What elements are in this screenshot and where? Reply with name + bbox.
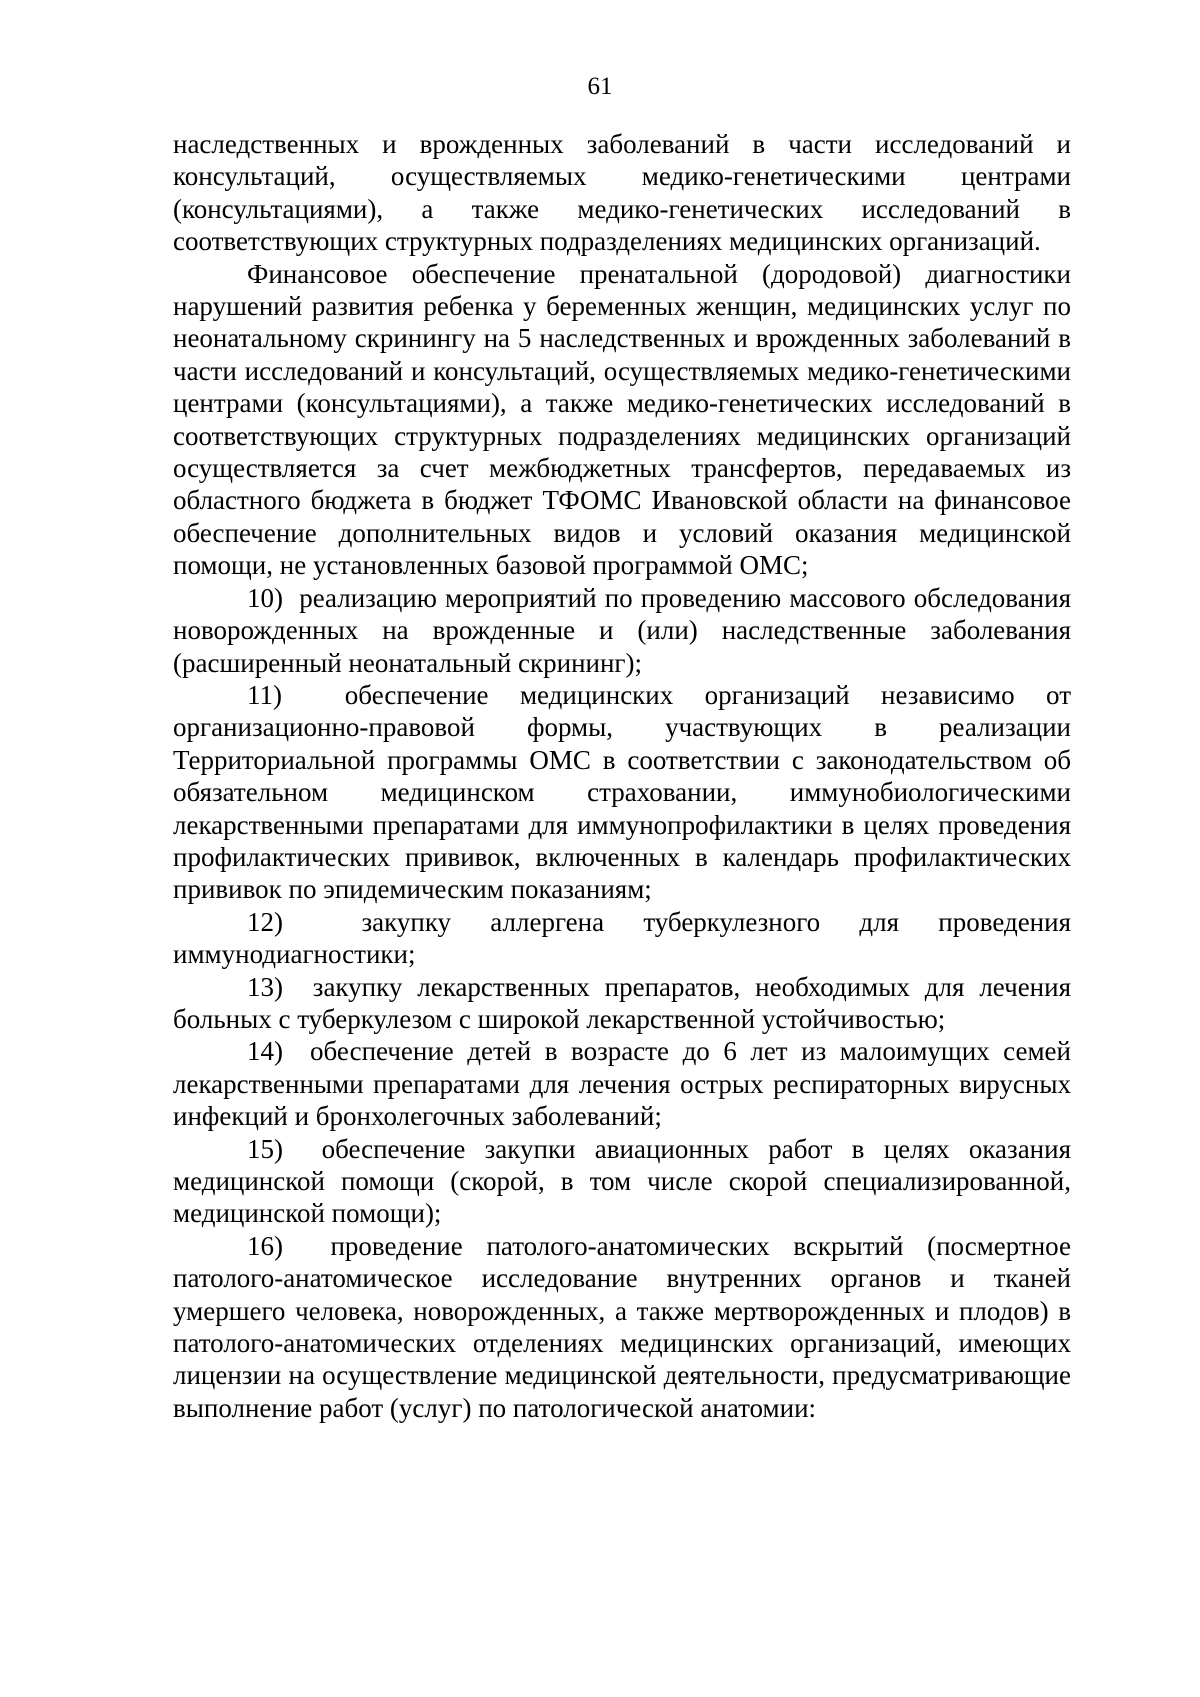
list-item-10: 10) реализацию мероприятий по проведению массового обследования новорожденных на врожденные и (или) наследственные заболевания (расширенный неонатальный скрининг); [173,582,1071,678]
list-item-12: 12) закупку аллергена туберкулезного для проведения иммунодиагностики; [173,906,1071,970]
paragraph-financing: Финансовое обеспечение пренатальной (дородовой) диагностики нарушений развития ребенка у беременных женщин, медицинских услуг по неонатальному скринингу на 5 наследственных и врожденных заболеваний в части исследований и консультаций, осуществляемых медико-генетическими центрами (консультациями), а также медико-генетических исследований в соответствующих структурных подразделениях медицинских организаций осуществляется за счет межбюджетных трансфертов, передаваемых из областного бюджета в бюджет ТФОМС Ивановской области на финансовое обеспечение дополнительных видов и условий оказания медицинской помощи, не установленных базовой программой ОМС; [173,258,1071,581]
list-item-13: 13) закупку лекарственных препаратов, необходимых для лечения больных с туберкулезом с широкой лекарственной устойчивостью; [173,971,1071,1034]
document-body [173,128,1071,1424]
list-item-16: 16) проведение патолого-анатомических вскрытий (посмертное патолого-анатомическое исследование внутренних органов и тканей умершего человека, новорожденных, а также мертворожденных и плодов) в патолого-анатомических отделениях медицинских организаций, имеющих лицензии на осуществление медицинской деятельности, предусматривающие выполнение работ (услуг) по патологической анатомии: [173,1230,1071,1423]
list-item-14: 14) обеспечение детей в возрасте до 6 лет из малоимущих семей лекарственными препаратами для лечения острых респираторных вирусных инфекций и бронхолегочных заболеваний; [173,1036,1071,1132]
paragraph-continuation: наследственных и врожденных заболеваний в части исследований и консультаций, осуществляемых медико-генетическими центрами (консультациями), а также медико-генетических исследований в соответствующих структурных подразделениях медицинских организаций. [173,129,1071,257]
list-item-11: 11) обеспечение медицинских организаций независимо от организационно-правовой формы, участвующих в реализации Территориальной программы ОМС в соответствии с законодательством об обязательном медицинском страховании, иммунобиологическими лекарственными препаратами для иммунопрофилактики в целях проведения профилактических прививок, включенных в календарь профилактических прививок по эпидемическим показаниям; [173,679,1071,905]
page-number: 61 [587,73,613,100]
list-item-15: 15) обеспечение закупки авиационных работ в целях оказания медицинской помощи (скорой, в том числе скорой специализированной, медицинской помощи); [173,1133,1071,1229]
